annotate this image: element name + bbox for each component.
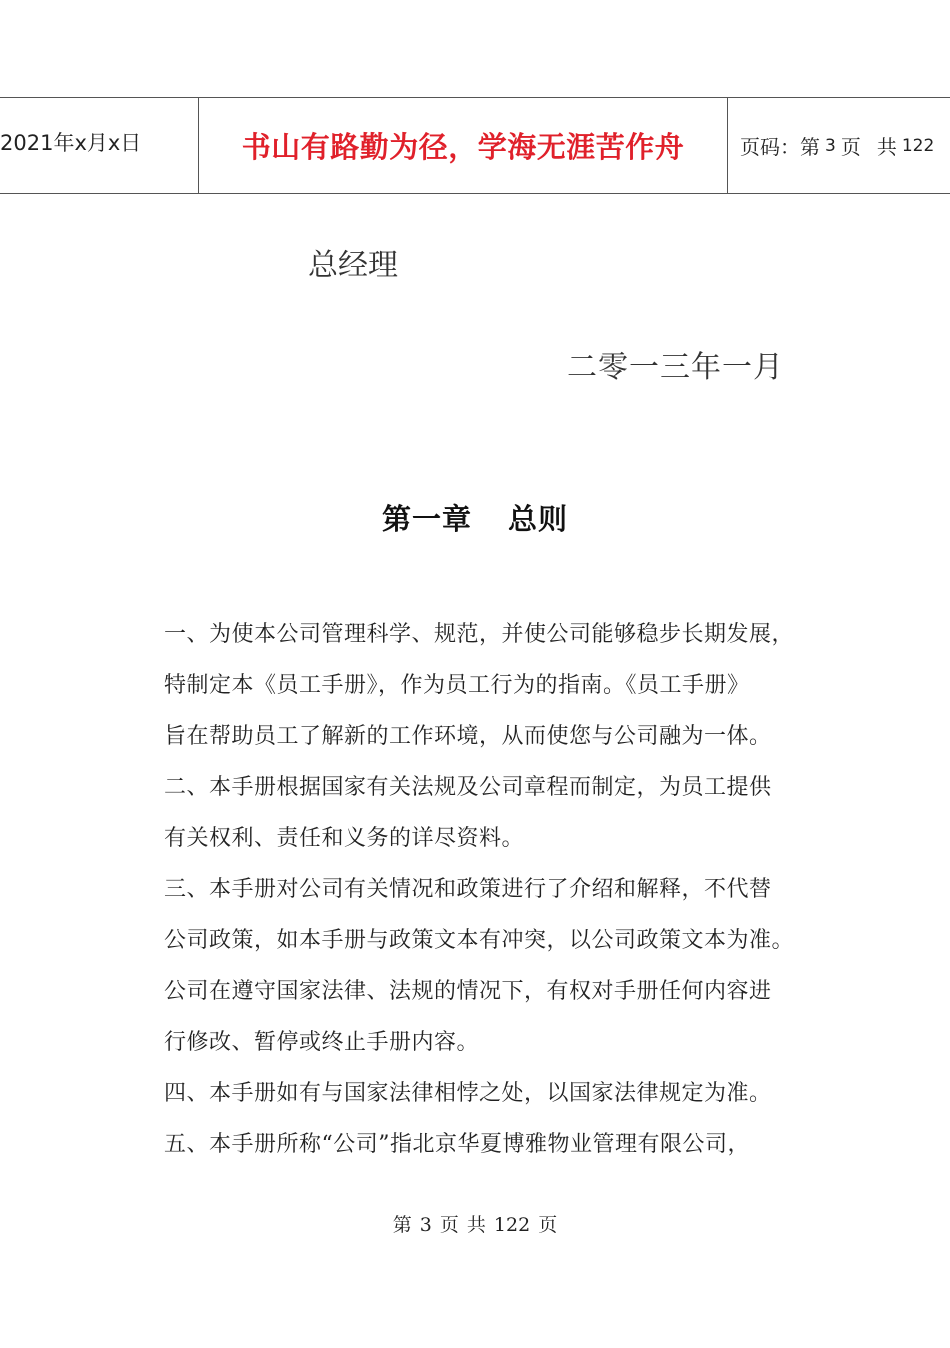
chapter-number: 第一章 <box>381 502 472 536</box>
body-line: 一、为使本公司管理科学、规范，并使公司能够稳步长期发展， <box>164 622 795 647</box>
body-line: 行修改、暂停或终止手册内容。 <box>164 1030 480 1055</box>
chapter-title: 总则 <box>508 502 569 536</box>
footer-gong: 共 <box>466 1214 486 1236</box>
footer-di: 第 <box>392 1214 412 1236</box>
body-line: 二、本手册根据国家有关法规及公司章程而制定，为员工提供 <box>164 775 772 800</box>
chapter-heading <box>0 497 950 538</box>
body-line: 公司在遵守国家法律、法规的情况下，有权对手册任何内容进 <box>164 979 772 1004</box>
body-line: 四、本手册如有与国家法律相悖之处，以国家法律规定为准。 <box>164 1081 772 1106</box>
footer-page-number: 3 <box>419 1214 432 1236</box>
footer-total-pages: 122 <box>493 1214 531 1236</box>
header-page-info <box>740 98 950 193</box>
body-line: 五、本手册所称“公司”指北京华夏博雅物业管理有限公司， <box>164 1132 750 1157</box>
header-page-label: 页码：第 <box>740 135 820 159</box>
body-line: 公司政策，如本手册与政策文本有冲突，以公司政策文本为准。 <box>164 928 795 953</box>
signer-title: 总经理 <box>308 248 398 283</box>
footer-ye: 页 <box>439 1214 459 1236</box>
body-line: 有关权利、责任和义务的详尽资料。 <box>164 826 525 851</box>
header-total-label: 共 <box>876 135 897 159</box>
page-footer <box>0 1210 950 1237</box>
body-line: 旨在帮助员工了解新的工作环境，从而使您与公司融为一体。 <box>164 724 772 749</box>
header-total-number: 122 <box>901 135 935 156</box>
header-page-unit: 页 <box>840 135 861 159</box>
header-motto: 书山有路勤为径，学海无涯苦作舟 <box>198 98 728 193</box>
page-header <box>0 97 950 194</box>
document-date: 二零一三年一月 <box>567 350 784 385</box>
header-date: 2021年x月x日 <box>0 130 142 155</box>
header-page-number: 3 <box>825 135 836 156</box>
body-line: 三、本手册对公司有关情况和政策进行了介绍和解释，不代替 <box>164 877 772 902</box>
body-line: 特制定本《员工手册》，作为员工行为的指南。《员工手册》 <box>164 673 750 698</box>
footer-ye2: 页 <box>538 1214 558 1236</box>
body-text <box>164 615 824 1176</box>
